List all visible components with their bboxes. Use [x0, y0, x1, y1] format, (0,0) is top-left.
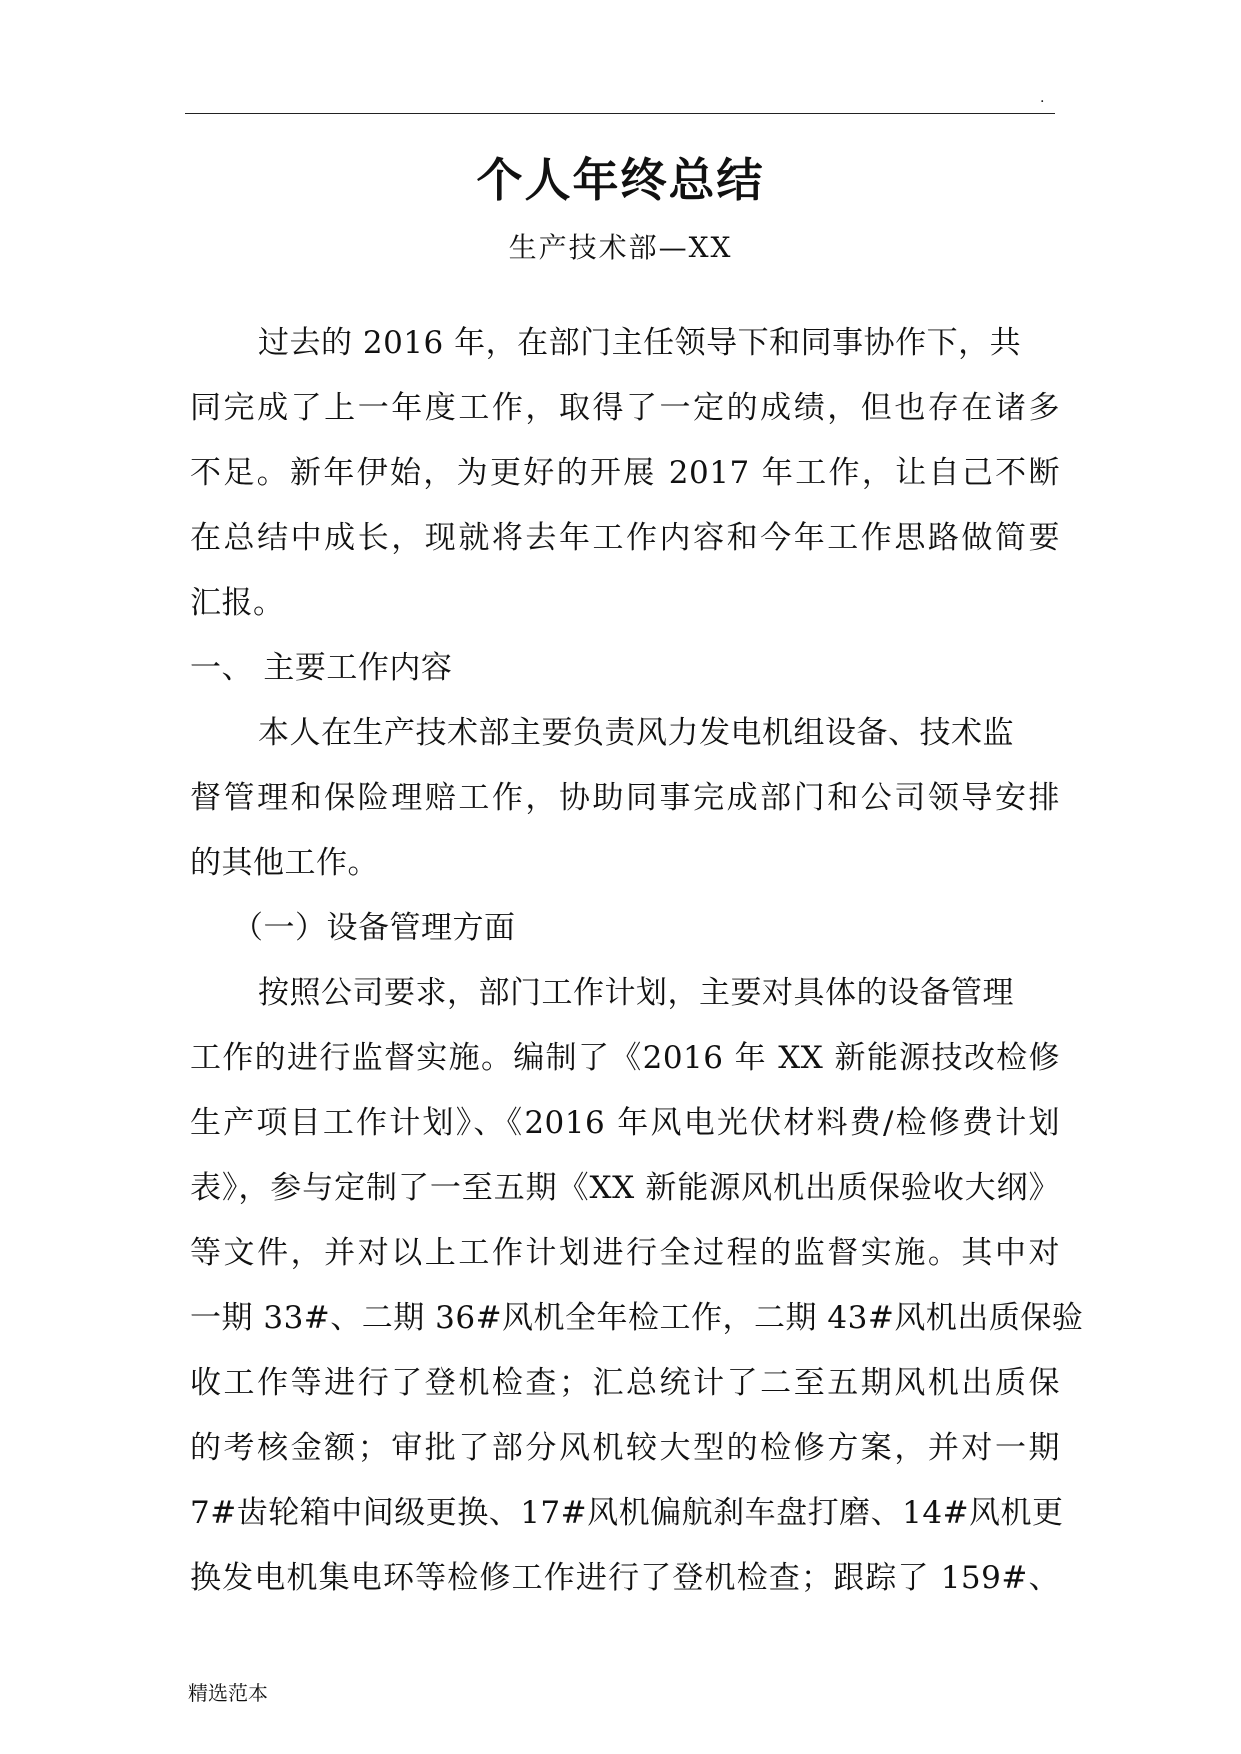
paragraph-line: 按照公司要求，部门工作计划，主要对具体的设备管理 — [258, 975, 1014, 1011]
document-body — [190, 311, 1084, 1611]
paragraph-line: 的考核金额；审批了部分风机较大型的检修方案，并对一期 — [190, 1430, 1060, 1466]
paragraph-line: 表》，参与定制了一至五期《XX 新能源风机出质保验收大纲》 — [190, 1170, 1060, 1206]
paragraph-line: 一期 33#、二期 36#风机全年检工作，二期 43#风机出质保验 — [190, 1300, 1084, 1336]
subsection-heading: （一）设备管理方面 — [232, 910, 516, 946]
paragraph-line: 本人在生产技术部主要负责风力发电机组设备、技术监 — [258, 715, 1014, 751]
paragraph-line: 等文件，并对以上工作计划进行全过程的监督实施。其中对 — [190, 1235, 1060, 1271]
page-footer: 精选范本 — [188, 1681, 268, 1705]
paragraph-line: 换发电机集电环等检修工作进行了登机检查；跟踪了 159#、 — [190, 1560, 1060, 1596]
paragraph-line: 工作的进行监督实施。编制了《2016 年 XX 新能源技改检修 — [190, 1040, 1060, 1076]
paragraph-line: 在总结中成长，现就将去年工作内容和今年工作思路做简要 — [190, 520, 1060, 556]
paragraph-line: 不足。新年伊始，为更好的开展 2017 年工作，让自己不断 — [190, 455, 1060, 491]
paragraph-line: 的其他工作。 — [190, 845, 379, 881]
paragraph-line: 收工作等进行了登机检查；汇总统计了二至五期风机出质保 — [190, 1365, 1060, 1401]
paragraph-line: 汇报。 — [190, 585, 285, 621]
paragraph-line: 同完成了上一年度工作，取得了一定的成绩，但也存在诸多 — [190, 390, 1060, 426]
header-rule — [185, 113, 1055, 114]
paragraph-line: 过去的 2016 年，在部门主任领导下和同事协作下，共 — [258, 325, 1022, 361]
header-mark: . — [1040, 90, 1045, 106]
document-title: 个人年终总结 — [476, 153, 765, 207]
document-subtitle: 生产技术部—XX — [508, 231, 733, 264]
section-heading: 一、 主要工作内容 — [190, 650, 453, 686]
paragraph-line: 督管理和保险理赔工作，协助同事完成部门和公司领导安排 — [190, 780, 1060, 816]
paragraph-line: 7#齿轮箱中间级更换、17#风机偏航刹车盘打磨、14#风机更 — [190, 1495, 1064, 1531]
paragraph-line: 生产项目工作计划》、《2016 年风电光伏材料费/检修费计划 — [190, 1105, 1060, 1141]
